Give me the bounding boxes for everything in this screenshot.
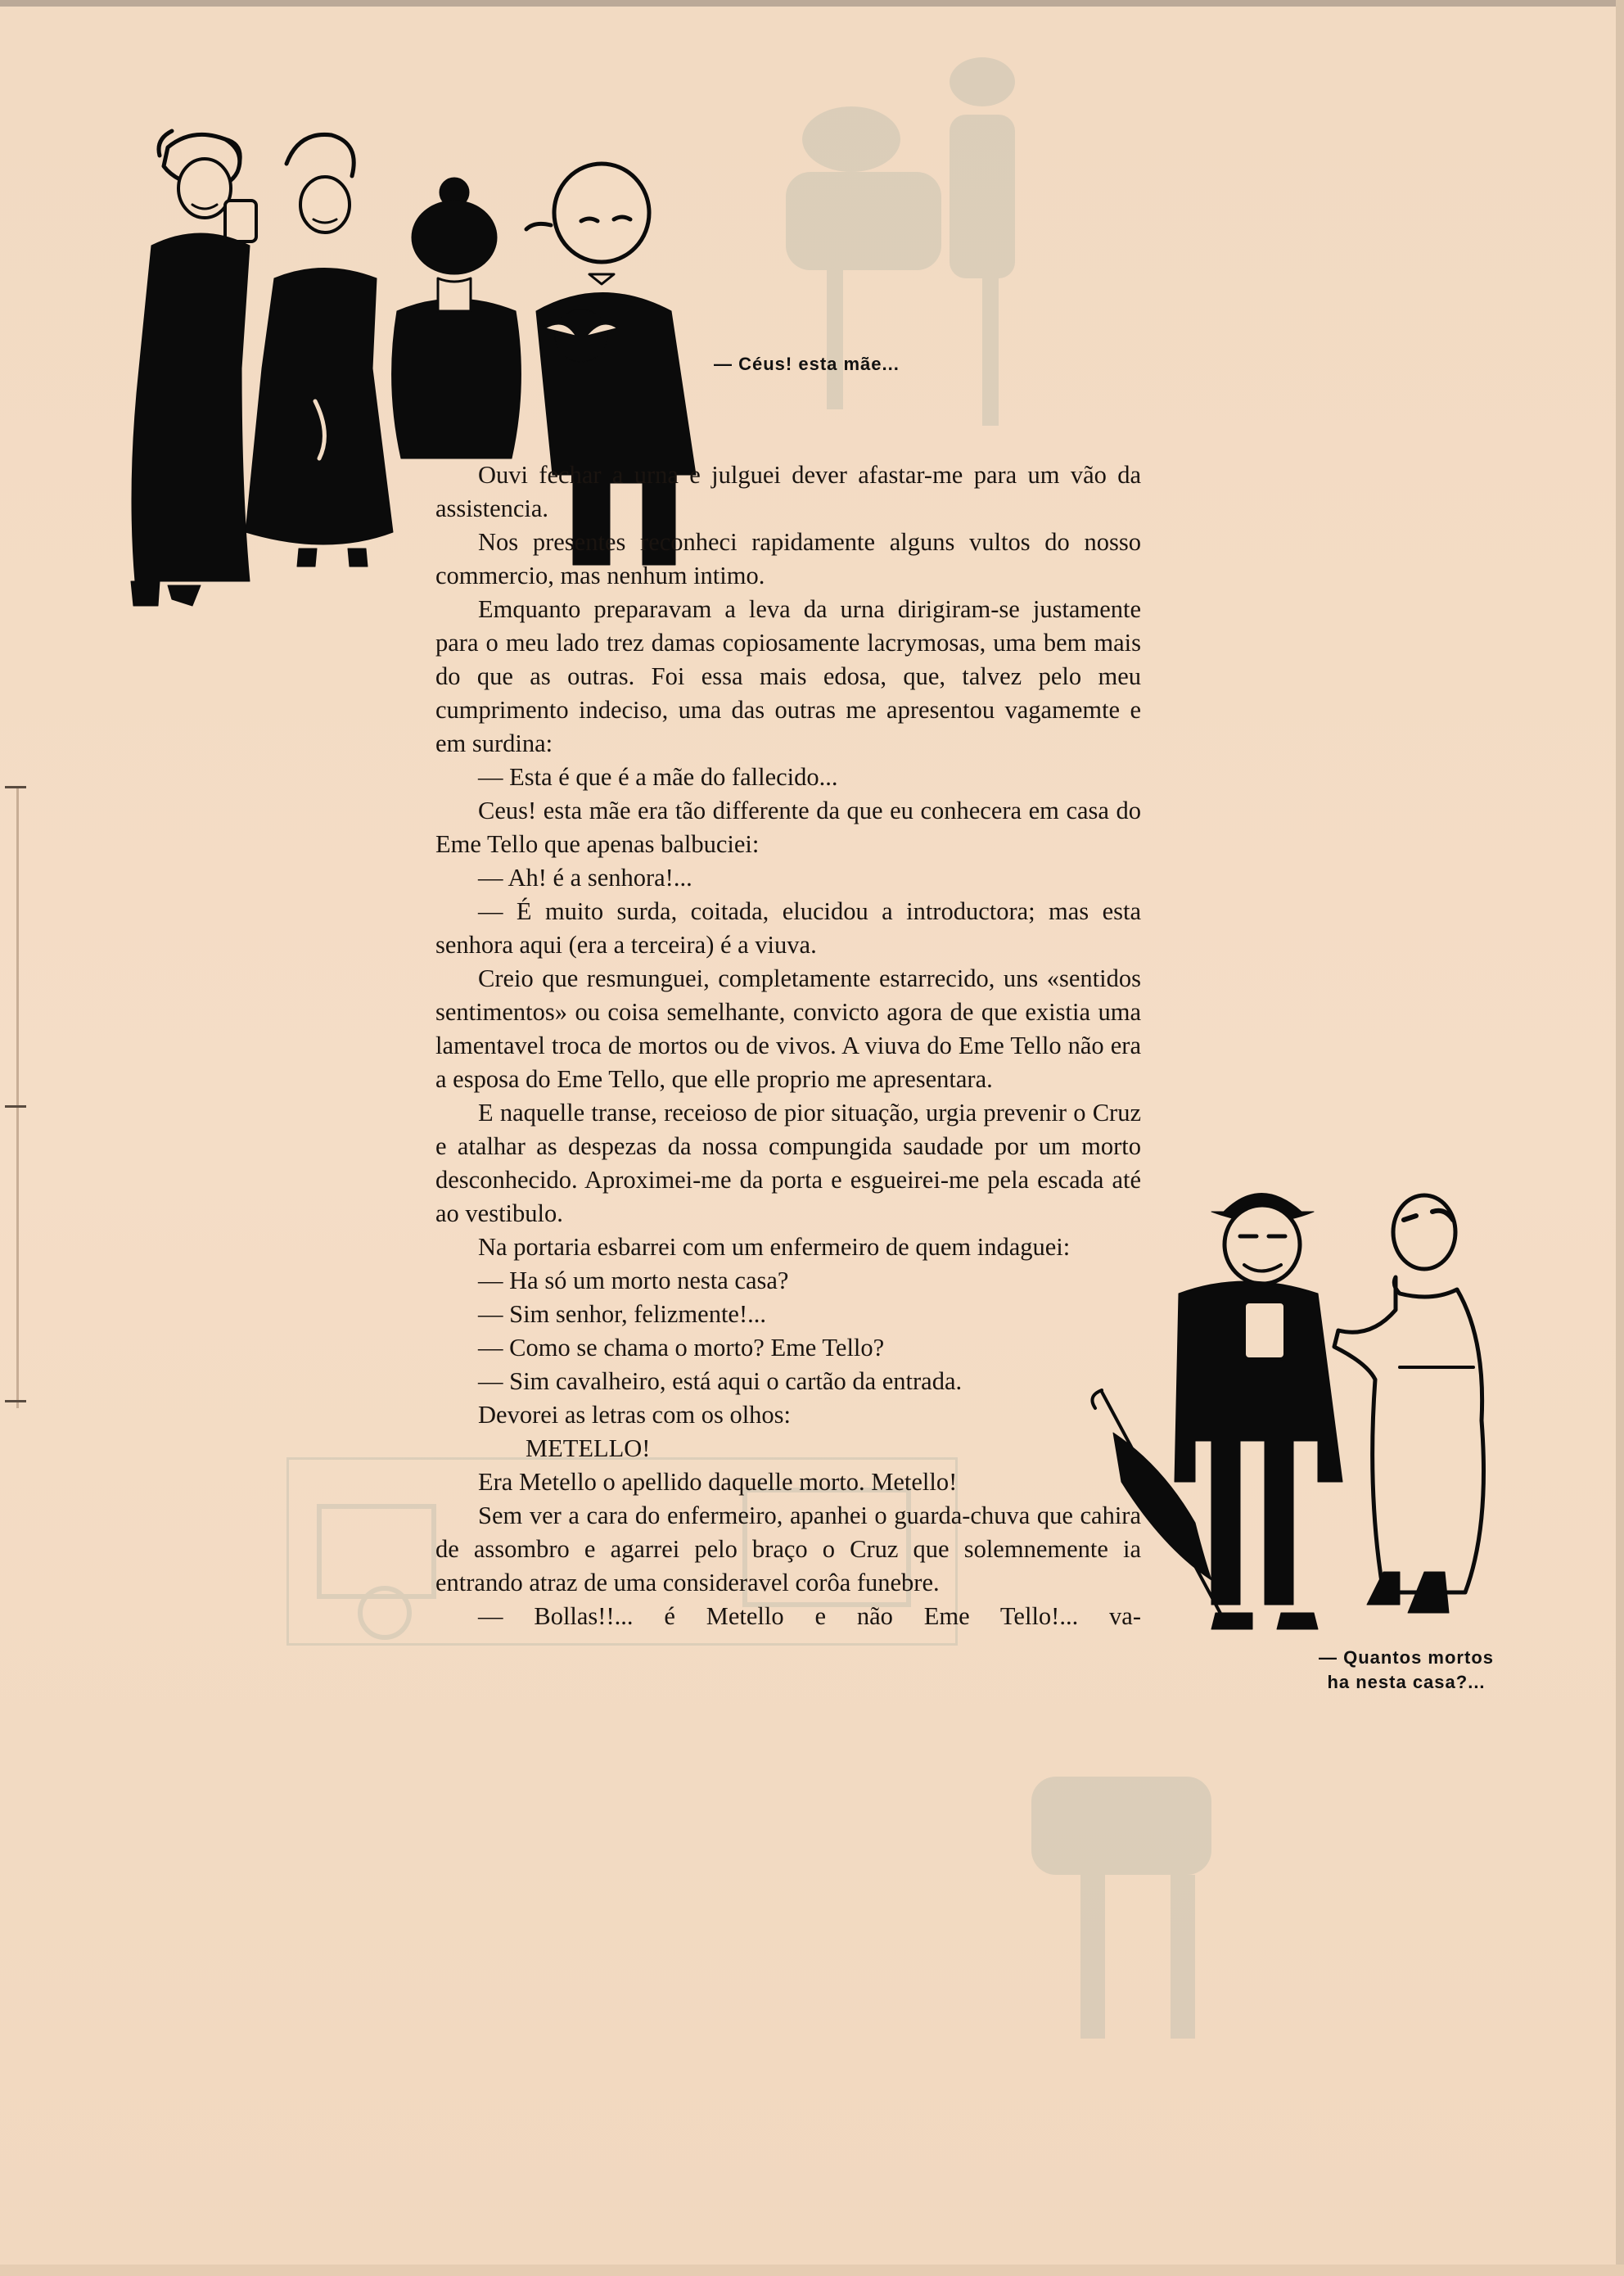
card-name: METELLO! [526, 1434, 651, 1462]
paper-top-edge [0, 0, 1624, 7]
paragraph: Devorei as letras com os olhos: [478, 1401, 792, 1429]
caption-bottom-line1: — Quantos mortos [1318, 1647, 1494, 1668]
binding-stitch-mark [5, 786, 26, 788]
paragraph: E naquelle transe, receioso de pior situação, urgia prevenir o Cruz e atalhar as despezas da nossa compungida saudade por um morto desconhecido. Aproximei-me da porta e esgueirei-me pela escada até ao vestibulo. [435, 1099, 1141, 1227]
paragraph: Sem ver a cara do enfermeiro, apanhei o guarda-chuva que cahira de assombro e agarrei pelo braço o Cruz que solemnemente ia entrando atraz de uma consideravel corôa funebre. [435, 1502, 1141, 1596]
dialogue-line: — Como se chama o morto? Eme Tello? [478, 1334, 885, 1362]
figure-nurse [1334, 1195, 1484, 1613]
paper-right-edge [1616, 0, 1624, 2276]
paragraph: Na portaria esbarrei com um enfermeiro de quem indaguei: [478, 1233, 1071, 1261]
paragraph: Creio que resmunguei, completamente estarrecido, uns «sentidos sentimentos» ou coisa semelhante, convicto agora de que existia uma lamentavel troca de mortos ou de vivos. A viuva do Eme Tello não era a esposa do Eme Tello, que elle proprio me apresentara. [435, 964, 1141, 1093]
paragraph: Nos presentes reconheci rapidamente alguns vultos do nosso commercio, mas nenhum intimo. [435, 528, 1141, 589]
binding-stitch-line [16, 786, 19, 1408]
paragraph: Ceus! esta mãe era tão differente da que eu conhecera em casa do Eme Tello que apenas balbuciei: [435, 797, 1141, 858]
figure-lady-back [392, 178, 521, 458]
figure-weeping-lady [131, 131, 256, 606]
paragraph: Era Metello o apellido daquelle morto. Metello! [478, 1468, 958, 1496]
show-through-figures [704, 41, 1080, 467]
dialogue-line: — Sim cavalheiro, está aqui o cartão da entrada. [478, 1367, 963, 1395]
caption-bottom-line2: ha nesta casa?... [1327, 1672, 1486, 1692]
caption-top: — Céus! esta mãe... [714, 354, 900, 374]
paragraph: Emquanto preparavam a leva da urna dirigiram-se justamente para o meu lado trez damas copiosamente lacrymosas, uma bem mais do que as outras. Foi essa mais edosa, que, talvez pelo meu cumprimento indeciso, uma das outras me apresentou vagamemte e em surdina: [435, 595, 1141, 757]
dialogue-line: — Bollas!!... é Metello e não Eme Tello!... va- [478, 1602, 1141, 1630]
caption-bottom [1308, 1646, 1504, 1695]
show-through-figure [982, 1760, 1277, 2055]
dialogue-line: — Esta é que é a mãe do fallecido... [478, 763, 838, 791]
paper-bottom-edge [0, 2265, 1624, 2276]
body-text [435, 458, 1141, 1633]
binding-stitch-mark [5, 1105, 26, 1108]
paragraph: Ouvi fechar a urna e julguei dever afastar-me para um vão da assistencia. [435, 461, 1141, 522]
binding-stitch-mark [5, 1400, 26, 1402]
dialogue-line: — É muito surda, coitada, elucidou a introductora; mas esta senhora aqui (era a terceira) é a viuva. [435, 897, 1141, 959]
illustration-nurse-encounter [1080, 1154, 1506, 1646]
dialogue-line: — Ha só um morto nesta casa? [478, 1267, 789, 1294]
dialogue-line: — Sim senhor, felizmente!... [478, 1300, 766, 1328]
figure-lady-center [246, 134, 393, 567]
dialogue-line: — Ah! é a senhora!... [478, 864, 692, 892]
